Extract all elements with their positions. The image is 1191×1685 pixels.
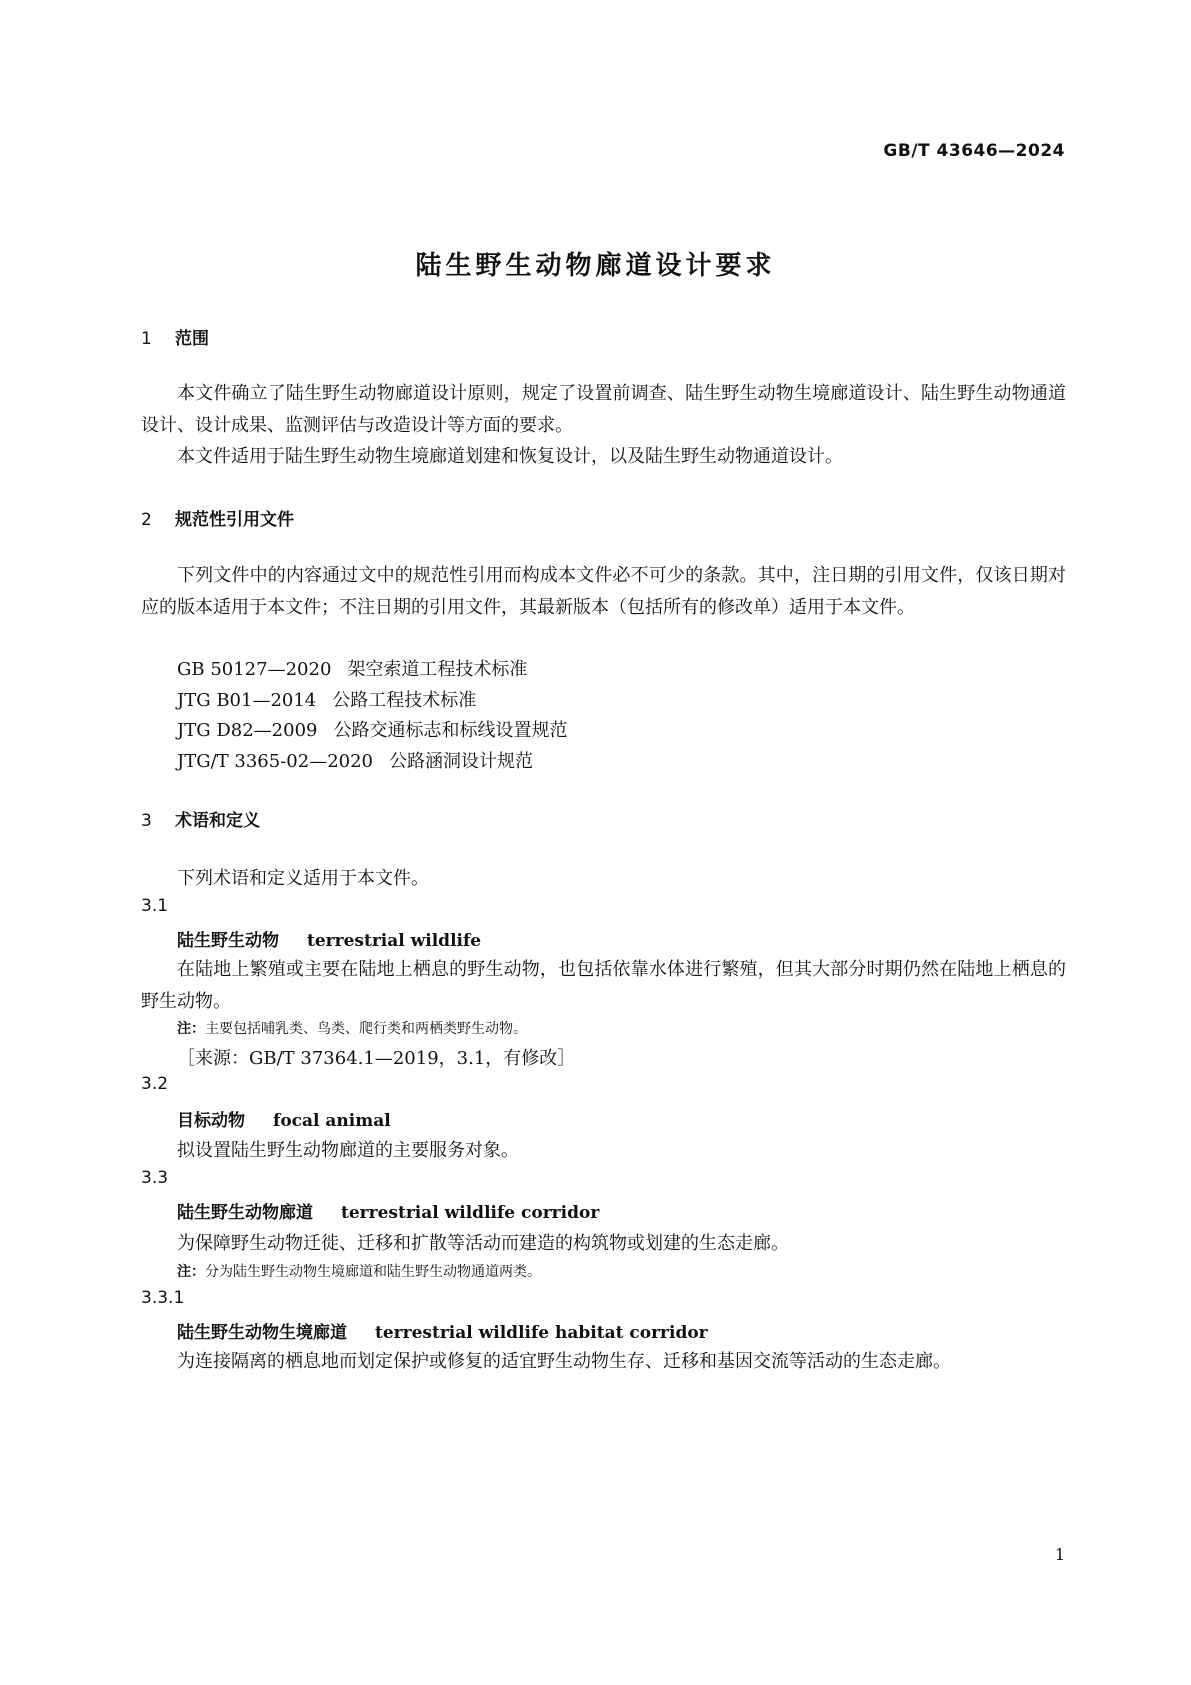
term-number: 3.1 xyxy=(141,896,169,916)
section-number: 1 xyxy=(141,329,152,349)
section-1-paragraph-2: 本文件适用于陆生野生动物生境廊道划建和恢复设计，以及陆生野生动物通道设计。 xyxy=(177,446,843,467)
term-zh: 陆生野生动物生境廊道 xyxy=(177,1323,347,1343)
term-note xyxy=(177,1261,541,1281)
section-1-paragraph-1: 本文件确立了陆生野生动物廊道设计原则，规定了设置前调查、陆生野生动物生境廊道设计、陆生野生动物通道设计、设计成果、监测评估与改造设计等方面的要求。 xyxy=(141,383,1066,436)
term-heading xyxy=(177,1318,708,1343)
reference-title: 公路交通标志和标线设置规范 xyxy=(333,720,568,741)
reference-code: GB 50127—2020 xyxy=(177,659,332,680)
note-label: 注： xyxy=(177,1264,205,1280)
term-number: 3.2 xyxy=(141,1074,169,1094)
term-number: 3.3.1 xyxy=(141,1288,185,1308)
note-label: 注： xyxy=(177,1021,205,1037)
reference-item xyxy=(177,716,567,742)
term-definition: 为连接隔离的栖息地而划定保护或修复的适宜野生动物生存、迁移和基因交流等活动的生态走廊。 xyxy=(177,1351,951,1372)
term-number: 3.3 xyxy=(141,1168,169,1188)
section-number: 2 xyxy=(141,510,152,530)
note-text: 分为陆生野生动物生境廊道和陆生野生动物通道两类。 xyxy=(205,1264,541,1280)
section-title: 术语和定义 xyxy=(175,811,260,831)
reference-item xyxy=(177,747,533,773)
term-zh: 陆生野生动物廊道 xyxy=(177,1203,313,1223)
section-1-heading xyxy=(141,324,209,349)
document-title: 陆生野生动物廊道设计要求 xyxy=(415,251,776,281)
term-heading xyxy=(177,1106,391,1131)
reference-code: JTG B01—2014 xyxy=(177,690,317,711)
term-en: terrestrial wildlife corridor xyxy=(341,1203,600,1223)
reference-item xyxy=(177,655,527,681)
term-definition: 为保障野生动物迁徙、迁移和扩散等活动而建造的构筑物或划建的生态走廊。 xyxy=(177,1233,789,1254)
section-2-paragraph-1: 下列文件中的内容通过文中的规范性引用而构成本文件必不可少的条款。其中，注日期的引用文件，仅该日期对应的版本适用于本文件；不注日期的引用文件，其最新版本（包括所有的修改单）适用于本文件。 xyxy=(141,565,1066,618)
term-zh: 陆生野生动物 xyxy=(177,931,279,951)
page-number: 1 xyxy=(1054,1545,1065,1564)
reference-code: JTG/T 3365-02—2020 xyxy=(177,751,373,772)
term-source: ［来源：GB/T 37364.1—2019，3.1，有修改］ xyxy=(177,1048,576,1069)
note-text: 主要包括哺乳类、鸟类、爬行类和两栖类野生动物。 xyxy=(205,1021,527,1037)
reference-title: 公路涵洞设计规范 xyxy=(389,751,533,772)
term-definition: 拟设置陆生野生动物廊道的主要服务对象。 xyxy=(177,1140,519,1161)
term-note xyxy=(177,1018,527,1038)
term-en: focal animal xyxy=(273,1111,391,1131)
term-en: terrestrial wildlife habitat corridor xyxy=(375,1323,708,1343)
section-title: 规范性引用文件 xyxy=(175,510,294,530)
section-3-intro: 下列术语和定义适用于本文件。 xyxy=(177,868,429,889)
term-definition: 在陆地上繁殖或主要在陆地上栖息的野生动物，也包括依靠水体进行繁殖，但其大部分时期仍然在陆地上栖息的野生动物。 xyxy=(141,959,1066,1012)
term-zh: 目标动物 xyxy=(177,1111,245,1131)
standard-number: GB/T 43646—2024 xyxy=(883,141,1065,161)
term-heading xyxy=(177,1198,599,1223)
reference-title: 公路工程技术标准 xyxy=(332,690,477,711)
reference-item xyxy=(177,686,476,712)
section-title: 范围 xyxy=(175,329,209,349)
section-3-heading xyxy=(141,806,260,831)
term-heading xyxy=(177,926,481,951)
section-2-heading xyxy=(141,505,294,530)
section-number: 3 xyxy=(141,811,152,831)
reference-code: JTG D82—2009 xyxy=(177,720,318,741)
reference-title: 架空索道工程技术标准 xyxy=(347,659,528,680)
term-en: terrestrial wildlife xyxy=(307,931,482,951)
